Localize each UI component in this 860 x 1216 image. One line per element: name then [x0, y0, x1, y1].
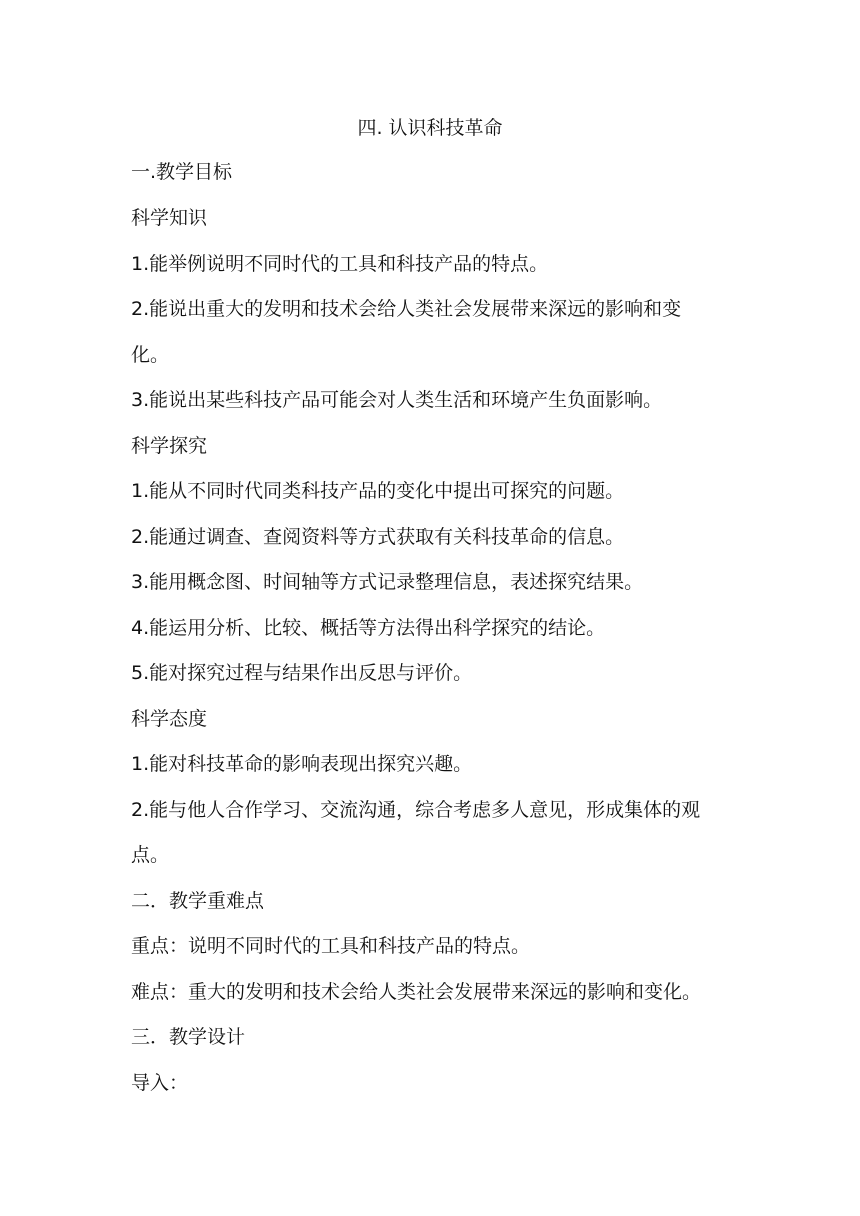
- section-heading-design: 三．教学设计: [131, 1026, 246, 1048]
- text-line: 导入：: [131, 1072, 189, 1094]
- section-heading-key-points: 二．教学重难点: [131, 890, 265, 912]
- text-line: 难点：重大的发明和技术会给人类社会发展带来深远的影响和变化。: [131, 981, 702, 1003]
- document-title: 四. 认识科技革命: [357, 117, 503, 139]
- text-line: 2.能说出重大的发明和技术会给人类社会发展带来深远的影响和变: [131, 298, 682, 320]
- text-line: 3.能用概念图、时间轴等方式记录整理信息，表述探究结果。: [131, 571, 644, 593]
- text-line: 3.能说出某些科技产品可能会对人类生活和环境产生负面影响。: [131, 389, 663, 411]
- text-line: 2.能通过调查、查阅资料等方式获取有关科技革命的信息。: [131, 526, 625, 548]
- text-line: 1.能举例说明不同时代的工具和科技产品的特点。: [131, 253, 549, 275]
- text-line: 重点：说明不同时代的工具和科技产品的特点。: [131, 935, 531, 957]
- text-line: 5.能对探究过程与结果作出反思与评价。: [131, 662, 473, 684]
- text-line: 1.能从不同时代同类科技产品的变化中提出可探究的问题。: [131, 480, 625, 502]
- subheading-science-knowledge: 科学知识: [131, 207, 208, 229]
- subheading-science-inquiry: 科学探究: [131, 435, 208, 457]
- text-line: 1.能对科技革命的影响表现出探究兴趣。: [131, 753, 473, 775]
- section-heading-objectives: 一.教学目标: [131, 161, 233, 183]
- text-line: 2.能与他人合作学习、交流沟通，综合考虑多人意见，形成集体的观: [131, 799, 701, 821]
- text-line: 4.能运用分析、比较、概括等方法得出科学探究的结论。: [131, 617, 606, 639]
- subheading-science-attitude: 科学态度: [131, 708, 208, 730]
- text-line: 化。: [131, 344, 170, 366]
- text-line: 点。: [131, 844, 170, 866]
